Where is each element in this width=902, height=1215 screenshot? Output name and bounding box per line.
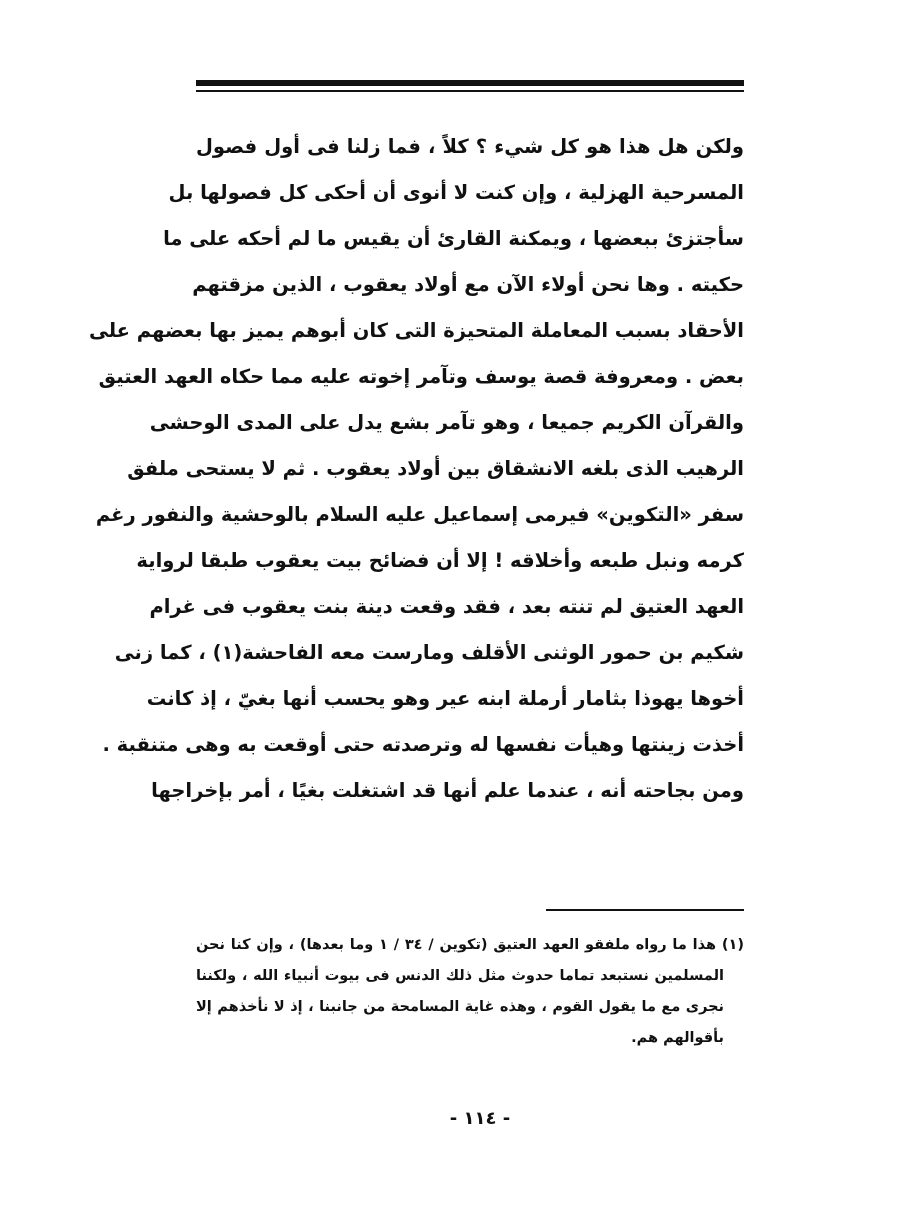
body-line: حكيته . وها نحن أولاء الآن مع أولاد يعقوب ، الذين مزقتهم bbox=[192, 273, 744, 296]
body-line: العهد العتيق لم تنته بعد ، فقد وقعت دينة بنت يعقوب فى غرام bbox=[149, 595, 744, 618]
page-number: - ١١٤ - bbox=[449, 1108, 511, 1129]
footnote-separator bbox=[546, 909, 744, 911]
body-line: كرمه ونبل طبعه وأخلاقه ! إلا أن فضائح بيت يعقوب طبقا لرواية bbox=[136, 549, 744, 572]
footnote-line: نجرى مع ما يقول القوم ، وهذه غاية المسامحة من جانبنا ، إذ لا نأخذهم إلا bbox=[196, 999, 724, 1015]
body-text bbox=[88, 124, 744, 814]
footnote-line: بأقوالهم هم. bbox=[631, 1030, 724, 1046]
body-line: أخذت زينتها وهيأت نفسها له وترصدته حتى أوقعت به وهى متنقبة . bbox=[102, 733, 744, 756]
body-line: الأحقاد بسبب المعاملة المتحيزة التى كان أبوهم يميز بها بعضهم على bbox=[88, 319, 744, 342]
header-rule-thin bbox=[196, 90, 744, 92]
footnote-line: المسلمين نستبعد تماما حدوث مثل ذلك الدنس فى بيوت أنبياء الله ، ولكننا bbox=[196, 968, 724, 984]
footnote-line: (١) هذا ما رواه ملفقو العهد العتيق (تكوين / ٣٤ / ١ وما بعدها) ، وإن كنا نحن bbox=[196, 937, 744, 953]
body-line: والقرآن الكريم جميعا ، وهو تآمر بشع يدل على المدى الوحشى bbox=[149, 411, 744, 434]
body-line: سفر «التكوين» فيرمى إسماعيل عليه السلام بالوحشية والنفور رغم bbox=[95, 503, 744, 526]
body-line: سأجتزئ ببعضها ، ويمكنة القارئ أن يقيس ما لم أحكه على ما bbox=[163, 227, 744, 250]
footnotes bbox=[196, 930, 744, 1054]
body-line: ومن بجاحته أنه ، عندما علم أنها قد اشتغلت بغيًا ، أمر بإخراجها bbox=[151, 779, 744, 802]
body-line: ولكن هل هذا هو كل شيء ؟ كلاً ، فما زلنا فى أول فصول bbox=[196, 135, 744, 158]
body-line: شكيم بن حمور الوثنى الأقلف ومارست معه الفاحشة(١) ، كما زنى bbox=[114, 641, 744, 664]
body-line: المسرحية الهزلية ، وإن كنت لا أنوى أن أحكى كل فصولها بل bbox=[168, 181, 744, 204]
body-line: الرهيب الذى بلغه الانشقاق بين أولاد يعقوب . ثم لا يستحى ملفق bbox=[127, 457, 744, 480]
header-rule-thick bbox=[196, 80, 744, 86]
body-line: بعض . ومعروفة قصة يوسف وتآمر إخوته عليه مما حكاه العهد العتيق bbox=[98, 365, 744, 388]
body-line: أخوها يهوذا بثامار أرملة ابنه عير وهو يحسب أنها بغيّ ، إذ كانت bbox=[146, 687, 744, 710]
